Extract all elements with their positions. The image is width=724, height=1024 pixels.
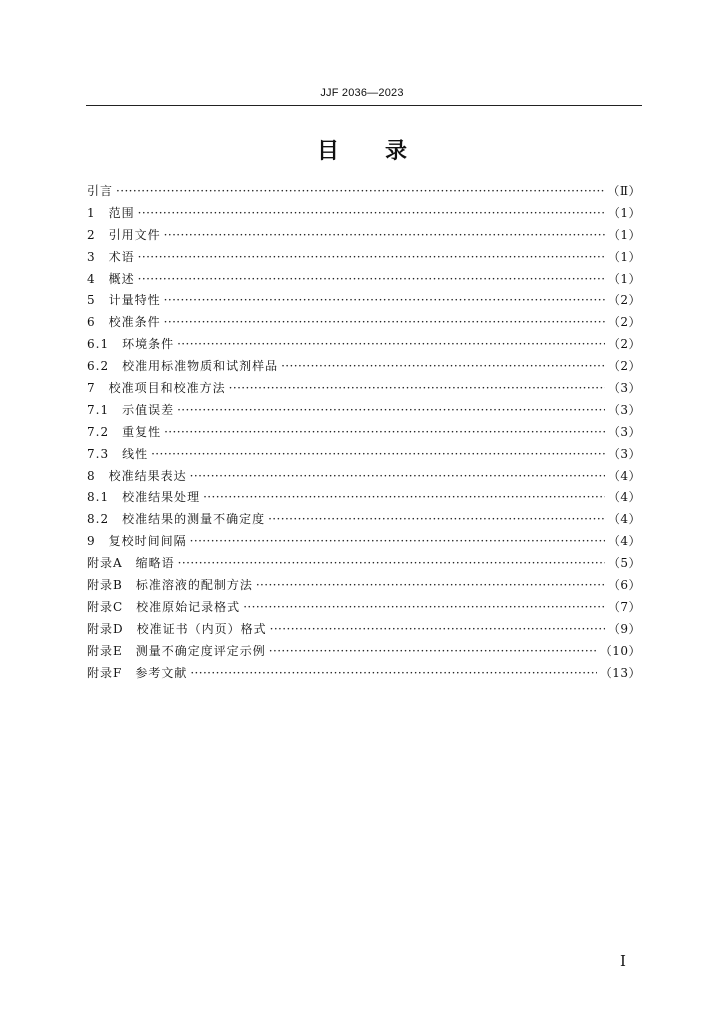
toc-entry[interactable] xyxy=(87,466,641,488)
toc-entry-page: （Ⅱ） xyxy=(607,184,641,198)
toc-entry[interactable] xyxy=(87,334,641,356)
header-divider xyxy=(86,105,642,106)
toc-entry-page: （2） xyxy=(607,293,641,308)
toc-entry-label: 附录B 标准溶液的配制方法 xyxy=(87,578,253,593)
toc-entry-label: 7.3 线性 xyxy=(87,446,149,461)
toc-entry-page: （7） xyxy=(607,599,641,614)
toc-leader-dots xyxy=(164,312,605,334)
toc-leader-dots xyxy=(256,575,605,597)
toc-entry-page: （1） xyxy=(607,271,641,286)
toc-entry[interactable] xyxy=(87,247,641,269)
toc-entry-page: （5） xyxy=(607,556,641,571)
toc-entry[interactable] xyxy=(87,356,641,378)
toc-entry[interactable] xyxy=(87,531,641,553)
toc-entry-page: （2） xyxy=(607,359,641,374)
toc-entry-label: 1 范围 xyxy=(87,205,135,220)
toc-entry[interactable] xyxy=(87,641,641,663)
toc-entry-page: （1） xyxy=(607,205,641,220)
toc-leader-dots xyxy=(116,181,604,203)
toc-entry-page: （2） xyxy=(607,315,641,330)
toc-leader-dots xyxy=(164,225,605,247)
toc-entry-page: （4） xyxy=(607,468,641,483)
toc-entry-page: （13） xyxy=(599,665,641,680)
toc-entry-page: （3） xyxy=(607,381,641,396)
toc-entry[interactable] xyxy=(87,575,641,597)
toc-leader-dots xyxy=(177,400,605,422)
toc-list xyxy=(87,181,641,684)
toc-leader-dots xyxy=(281,356,605,378)
toc-leader-dots xyxy=(151,444,605,466)
toc-entry-label: 附录C 校准原始记录格式 xyxy=(87,599,241,614)
toc-leader-dots xyxy=(138,247,605,269)
toc-entry-page: （4） xyxy=(607,534,641,549)
toc-entry-label: 7 校准项目和校准方法 xyxy=(87,381,226,396)
toc-entry[interactable] xyxy=(87,509,641,531)
toc-entry-label: 附录A 缩略语 xyxy=(87,556,175,571)
toc-leader-dots xyxy=(138,269,605,291)
toc-entry-label: 9 复校时间间隔 xyxy=(87,534,187,549)
toc-leader-dots xyxy=(190,663,596,685)
toc-entry-label: 引言 xyxy=(87,184,114,198)
toc-entry-label: 7.2 重复性 xyxy=(87,424,162,439)
toc-entry-page: （9） xyxy=(607,621,641,636)
toc-entry-label: 8.1 校准结果处理 xyxy=(87,490,201,505)
toc-entry-label: 8 校准结果表达 xyxy=(87,468,187,483)
page-number: I xyxy=(620,952,626,970)
toc-entry-page: （4） xyxy=(607,490,641,505)
toc-entry-label: 5 计量特性 xyxy=(87,293,161,308)
toc-leader-dots xyxy=(177,334,605,356)
toc-entry-page: （3） xyxy=(607,424,641,439)
toc-entry[interactable] xyxy=(87,203,641,225)
toc-entry[interactable] xyxy=(87,269,641,291)
toc-entry[interactable] xyxy=(87,553,641,575)
toc-leader-dots xyxy=(164,290,605,312)
toc-title: 目录 xyxy=(316,139,453,164)
toc-entry-label: 附录D 校准证书（内页）格式 xyxy=(87,621,267,636)
toc-entry-label: 8.2 校准结果的测量不确定度 xyxy=(87,512,266,527)
toc-entry-page: （3） xyxy=(607,446,641,461)
toc-entry-label: 2 引用文件 xyxy=(87,227,161,242)
toc-leader-dots xyxy=(178,553,605,575)
toc-entry-page: （10） xyxy=(599,643,641,658)
toc-entry-page: （3） xyxy=(607,402,641,417)
toc-entry-page: （6） xyxy=(607,578,641,593)
toc-entry-label: 7.1 示值误差 xyxy=(87,402,175,417)
toc-leader-dots xyxy=(268,509,605,531)
toc-leader-dots xyxy=(190,531,605,553)
toc-leader-dots xyxy=(269,641,597,663)
toc-entry-page: （2） xyxy=(607,337,641,352)
toc-entry-label: 6.1 环境条件 xyxy=(87,337,175,352)
toc-entry[interactable] xyxy=(87,487,641,509)
toc-entry-label: 6.2 校准用标准物质和试剂样品 xyxy=(87,359,279,374)
toc-entry[interactable] xyxy=(87,181,641,203)
toc-leader-dots xyxy=(203,487,605,509)
toc-entry[interactable] xyxy=(87,290,641,312)
toc-leader-dots xyxy=(138,203,605,225)
toc-leader-dots xyxy=(164,422,605,444)
toc-entry[interactable] xyxy=(87,663,641,685)
toc-leader-dots xyxy=(229,378,605,400)
toc-entry-label: 3 术语 xyxy=(87,249,135,264)
toc-entry[interactable] xyxy=(87,444,641,466)
toc-leader-dots xyxy=(243,597,605,619)
toc-entry[interactable] xyxy=(87,312,641,334)
toc-entry-label: 附录E 测量不确定度评定示例 xyxy=(87,643,266,658)
toc-entry[interactable] xyxy=(87,225,641,247)
document-code: JJF 2036—2023 xyxy=(320,87,404,99)
toc-entry-label: 附录F 参考文献 xyxy=(87,665,188,680)
toc-entry-page: （1） xyxy=(607,249,641,264)
toc-leader-dots xyxy=(270,619,605,641)
toc-entry-label: 6 校准条件 xyxy=(87,315,161,330)
toc-entry[interactable] xyxy=(87,378,641,400)
toc-entry[interactable] xyxy=(87,422,641,444)
toc-entry[interactable] xyxy=(87,597,641,619)
toc-entry-label: 4 概述 xyxy=(87,271,135,286)
toc-leader-dots xyxy=(190,466,605,488)
toc-entry-page: （1） xyxy=(607,227,641,242)
toc-entry[interactable] xyxy=(87,619,641,641)
toc-entry-page: （4） xyxy=(607,512,641,527)
toc-entry[interactable] xyxy=(87,400,641,422)
